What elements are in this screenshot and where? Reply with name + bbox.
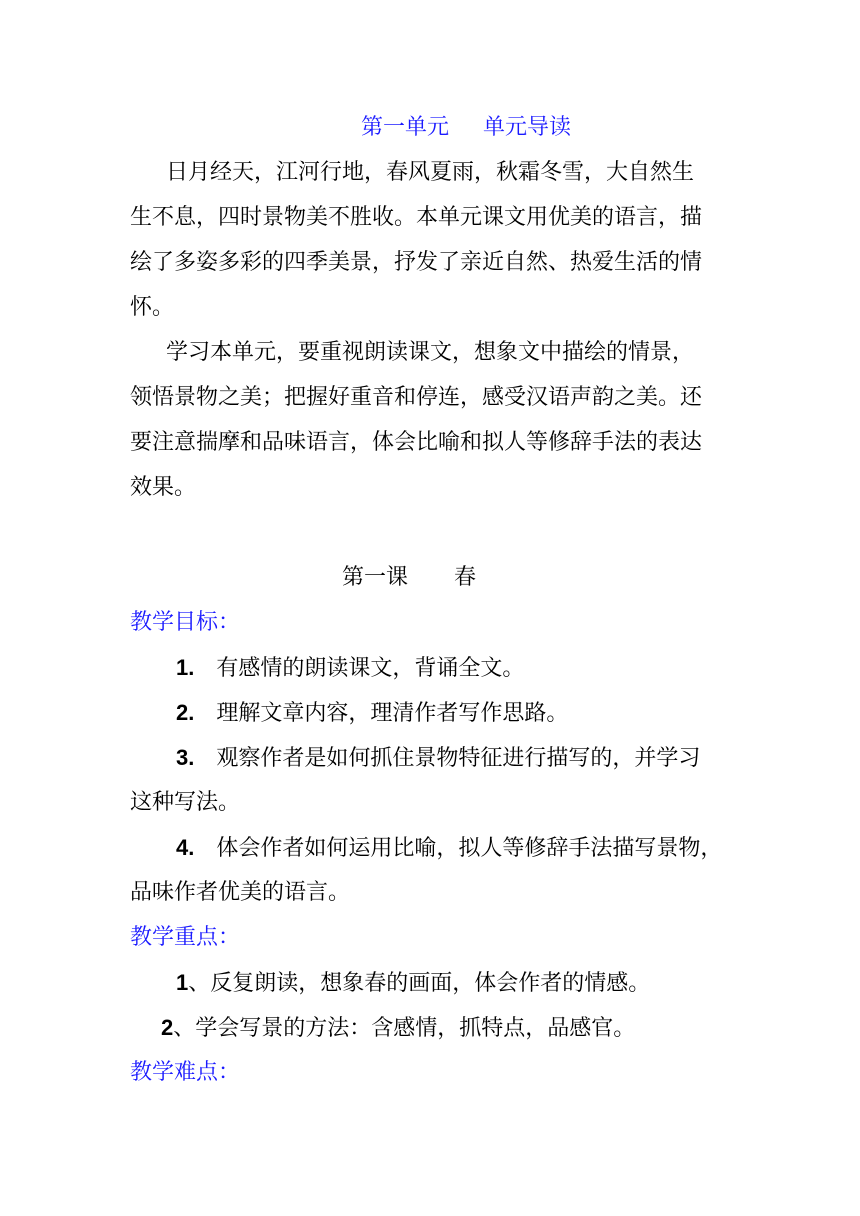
objective-item-2 (176, 698, 568, 729)
lesson-title-right: 春 (454, 565, 477, 590)
lesson-title-left: 第一课 (342, 565, 409, 590)
objective-item-4 (176, 833, 722, 864)
unit-para1-line4: 怀。 (130, 295, 175, 320)
objective-item-3 (176, 743, 700, 774)
objective-text: 理解文章内容，理清作者写作思路。 (216, 701, 569, 726)
objective-number: 1. (176, 655, 195, 680)
key-point-text: 、反复朗读，想象春的画面，体会作者的情感。 (188, 971, 651, 996)
unit-title-right: 单元导读 (483, 115, 572, 140)
objective-text: 观察作者是如何抓住景物特征进行描写的，并学习 (216, 746, 701, 771)
unit-para1-line2: 生不息，四时景物美不胜收。本单元课文用优美的语言，描 (130, 205, 703, 230)
objective-text: 有感情的朗读课文，背诵全文。 (216, 656, 525, 681)
objective-number: 3. (176, 745, 195, 770)
objectives-heading: 教学目标： (130, 610, 241, 635)
unit-para2-line4: 效果。 (130, 475, 197, 500)
key-point-number: 2 (161, 1015, 174, 1040)
key-point-number: 1 (176, 970, 189, 995)
unit-para1-line3: 绘了多姿多彩的四季美景，抒发了亲近自然、热爱生活的情 (130, 250, 703, 275)
key-point-item-2 (161, 1013, 635, 1044)
objective-item-4-continued: 品味作者优美的语言。 (130, 880, 351, 905)
unit-para2-line1: 学习本单元，要重视朗读课文，想象文中描绘的情景， (166, 340, 695, 365)
difficulties-heading: 教学难点： (130, 1060, 241, 1085)
unit-para2-line3: 要注意揣摩和品味语言，体会比喻和拟人等修辞手法的表达 (130, 430, 703, 455)
objective-number: 2. (176, 700, 195, 725)
unit-para2-line2: 领悟景物之美；把握好重音和停连，感受汉语声韵之美。还 (130, 385, 703, 410)
objective-number: 4. (176, 835, 195, 860)
key-point-item-1 (176, 968, 650, 999)
unit-title-left: 第一单元 (361, 115, 450, 140)
unit-title (361, 113, 571, 143)
key-points-heading: 教学重点： (130, 925, 241, 950)
key-point-text: 、学会写景的方法：含感情，抓特点，品感官。 (173, 1016, 636, 1041)
objective-item-1 (176, 653, 524, 684)
objective-text: 体会作者如何运用比喻，拟人等修辞手法描写景物， (216, 836, 723, 861)
objective-item-3-continued: 这种写法。 (130, 790, 241, 815)
unit-para1-line1: 日月经天，江河行地，春风夏雨，秋霜冬雪，大自然生 (166, 160, 695, 185)
lesson-title (342, 563, 476, 593)
